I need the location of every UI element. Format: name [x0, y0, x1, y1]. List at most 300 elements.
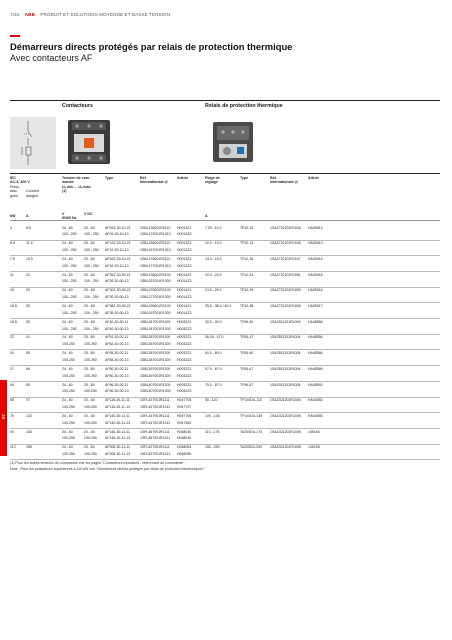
cell-ac: 100...250 [62, 295, 77, 300]
cell-art: H0032Z3 [177, 389, 192, 394]
cell-dc: 20...60 [84, 366, 95, 371]
table-row [10, 381, 440, 398]
cell-type: AF40-30-00-13 [105, 326, 129, 331]
cell-type2: TF42-24 [240, 272, 254, 277]
header-range-line: réglage [205, 180, 218, 185]
thermal-relay-image [205, 116, 260, 168]
cell-dc: 100-250 [84, 420, 97, 425]
cell-ref2: 1SAZ721201R1051 [270, 272, 301, 277]
cell-kw: 4 [10, 225, 12, 230]
cell-art: H0032Z1 [177, 319, 192, 324]
cell-a: 15.5 [26, 256, 33, 261]
cell-ac: 100-250 [62, 436, 75, 441]
cell-range: 150...200 [205, 445, 220, 450]
cell-type: AF140-30-11-11 [105, 413, 130, 418]
unit-kw: kW [10, 214, 16, 218]
cell-ref: 1SBL407001R1300 [140, 389, 171, 394]
cell-ref2: 1SAZ721201R1055 [270, 304, 301, 309]
cell-type2: TF65-60 [240, 351, 254, 356]
cell-art2: HA05914 [308, 256, 323, 261]
cell-type: AF40-30-00-11 [105, 319, 129, 324]
cell-ref: 1SBL236001R2100 [140, 272, 171, 277]
cell-type: AF52-30-00-13 [105, 342, 129, 347]
cell-dc: 100-250 [84, 373, 97, 378]
header-control-line: mande [62, 180, 74, 185]
cell-dc: 100...250 [84, 248, 99, 253]
cell-type2: TF140DU-110 [240, 398, 262, 403]
cell-art2: HA44582 [308, 398, 323, 403]
cell-type: AF205-30-11-13 [105, 452, 131, 457]
cell-a: 66 [26, 366, 30, 371]
cell-a: 55 [26, 351, 30, 356]
header-type2: Type [240, 176, 249, 180]
cell-ref: 1SBL397001R1300 [140, 373, 171, 378]
header-iec-line: AC-3, 400 V [10, 180, 30, 185]
cell-type: AF96-30-00-11 [105, 382, 129, 387]
cell-kw: 11 [10, 272, 14, 277]
cell-range: 36.00...47.0 [205, 335, 224, 340]
cell-ac: 100...250 [62, 263, 77, 268]
cell-a: 29 [26, 288, 30, 293]
cell-type: AF65-30-00-13 [105, 357, 129, 362]
cell-type: AF80-30-00-11 [105, 366, 129, 371]
cell-ac: 24...60 [62, 382, 73, 387]
cell-a: 35 [26, 319, 30, 324]
unit-v-ac [62, 212, 76, 220]
cell-art2: HA05913 [308, 241, 323, 246]
table-row [10, 224, 440, 241]
cell-art2: HA48556 [308, 335, 323, 340]
page-subtitle: Avec contacteurs AF [10, 53, 93, 63]
header-current-line: assigné [26, 193, 39, 198]
cell-dc: 20...60 [84, 319, 95, 324]
header-control-line: Tension de com- [62, 176, 91, 180]
cell-dc: 100-250 [84, 342, 97, 347]
footnote-2: Note : Pour les puissances supérieures à 110 kW voir "Démarreurs directs protégés par relais de protection électroniques". [10, 467, 206, 471]
cell-type: AF16Z-30-10-21 [105, 256, 131, 261]
cell-type: AF80-30-00-13 [105, 373, 129, 378]
table-row [10, 287, 440, 304]
cell-art: H0014Z3 [177, 295, 192, 300]
header-section: PRODUIT ET SOLUTIONS MOYENNE ET BASSE TENSION [40, 12, 171, 17]
cell-art: H0014Z3 [177, 310, 192, 315]
cell-ref: 1SFL527001R1111 [140, 445, 170, 450]
cell-type: AF116-30-11-11 [105, 398, 130, 403]
cell-range: 75.0...87.0 [205, 382, 222, 387]
table-row [10, 412, 440, 429]
cell-type: AF09Z-30-10-21 [105, 225, 131, 230]
cell-dc: 100...250 [84, 263, 99, 268]
cell-dc: 20...60 [84, 241, 95, 246]
table-top-rule [10, 173, 440, 174]
cell-ac: 100-250 [62, 373, 75, 378]
cell-type: AF38-30-00-13 [105, 310, 129, 315]
cell-dc: 100-250 [84, 436, 97, 441]
header-ref-line: Réf. [140, 176, 147, 180]
unit-hz-label: 50/60 Hz [62, 216, 77, 220]
header-ref [140, 176, 168, 185]
unit-a: A [26, 214, 29, 218]
cell-a: 11.5 [26, 241, 33, 246]
cell-range: 30.0...40.0 [205, 319, 222, 324]
cell-dc: 20...60 [84, 256, 95, 261]
cell-kw: 7.5 [10, 256, 15, 261]
table-row [10, 255, 440, 272]
cell-ref2: 1SAZ811201R1006 [270, 366, 301, 371]
header-article: Article [177, 176, 189, 180]
cell-range: 10.0...13.0 [205, 241, 222, 246]
cell-ref: 1SFL467001R1311 [140, 436, 171, 441]
cell-art: H047705 [177, 398, 192, 403]
cell-ac: 24...60 [62, 398, 73, 403]
cell-art2: 146154 [308, 429, 320, 434]
cell-ref2: 1SAZ811201R1005 [270, 351, 301, 356]
cell-range: 20.0...24.0 [205, 272, 222, 277]
cell-kw: 30 [10, 351, 14, 356]
cell-art: H0032Z3 [177, 357, 192, 362]
cell-art: H0013Z3 [177, 248, 192, 253]
cell-art: H048040 [177, 436, 192, 441]
cell-ac: 24...60 [62, 304, 73, 309]
cell-type: AF26-30-00-13 [105, 279, 129, 284]
cell-ref: 1SBL397001R1100 [140, 366, 171, 371]
header-iec-line: gnée [10, 193, 18, 198]
cell-art: H0032Z3 [177, 326, 192, 331]
cell-type: AF12Z-30-10-21 [105, 241, 131, 246]
cell-ac: 100-250 [62, 420, 75, 425]
cell-kw: 55 [10, 398, 14, 403]
cell-ref2: 1SAZ721201R1047 [270, 256, 301, 261]
wiring-diagram [10, 117, 56, 169]
cell-type2: TF140DU-135 [240, 413, 263, 418]
cell-ac: 24...60 [62, 272, 73, 277]
cell-type: AF96-30-00-13 [105, 389, 129, 394]
cell-ref: 1SBL276001R2100 [140, 288, 171, 293]
header-current-line: Courant [26, 189, 39, 194]
cell-kw: 22 [10, 335, 14, 340]
table-row [10, 428, 440, 445]
cell-dc: 20...60 [84, 413, 95, 418]
cell-dc: 20...60 [84, 398, 95, 403]
cell-type: AF26Z-30-00-21 [105, 272, 131, 277]
cell-art: H0013Z3 [177, 232, 192, 237]
cell-ref: 1SBL296001R2100 [140, 304, 171, 309]
cell-range: 57.0...67.0 [205, 366, 222, 371]
cell-type: AF12-30-10-13 [105, 248, 129, 253]
cell-type: AF140-30-11-13 [105, 420, 131, 425]
table-row [10, 350, 440, 367]
cell-art: H0013Z1 [177, 241, 192, 246]
cell-range: 7.00...10.0 [205, 225, 222, 230]
header-line [10, 12, 170, 17]
cell-dc: 100-250 [84, 357, 97, 362]
cell-ac: 100...250 [62, 326, 77, 331]
cell-art2: HA05912 [308, 225, 323, 230]
cell-ref2: 1SAZ421201R1006 [270, 445, 301, 450]
cell-a: 97 [26, 398, 30, 403]
header-iec-line: Puiss. [10, 184, 20, 189]
units-rule [10, 220, 440, 221]
cell-type2: TF96-87 [240, 382, 254, 387]
cell-art: H0032Z1 [177, 382, 192, 387]
cell-art2: HA48592 [308, 382, 323, 387]
cell-ac: 24...60 [62, 256, 73, 261]
section-relays: Relais de protection thermique [205, 103, 283, 109]
cell-type2: TF42-13 [240, 241, 254, 246]
cell-dc: 100...250 [84, 326, 99, 331]
cell-art: H048040 [177, 429, 192, 434]
cell-type: AF146-30-11-13 [105, 436, 131, 441]
cell-ac: 24...60 [62, 225, 73, 230]
cell-type2: TF42-29 [240, 288, 254, 293]
cell-ref: 1SBL156001R2110 [140, 241, 171, 246]
cell-ac: 100...250 [62, 310, 77, 315]
cell-art2: HA05917 [308, 304, 323, 309]
cell-kw: 90 [10, 429, 14, 434]
page-title: Démarreurs directs protégés par relais de protection thermique [10, 41, 293, 52]
table-row [10, 397, 440, 414]
cell-art: H0014Z1 [177, 288, 192, 293]
cell-art: H0014Z1 [177, 304, 192, 309]
header-type: Type [105, 176, 114, 180]
cell-range: 110...175 [205, 429, 220, 434]
cell-kw: 45 [10, 382, 14, 387]
cell-ac: 100...250 [62, 232, 77, 237]
cell-ref: 1SBL347001R1100 [140, 319, 171, 324]
table-row [10, 303, 440, 320]
cell-dc: 20...60 [84, 429, 95, 434]
header-control [62, 176, 92, 194]
table-row [10, 318, 440, 335]
cell-art: H047707 [177, 405, 192, 410]
cell-type2: TA200DU-200 [240, 445, 263, 450]
cell-dc: 20...60 [84, 445, 95, 450]
cell-art2: HA48589 [308, 366, 323, 371]
cell-type: AF116-30-11-13 [105, 405, 130, 410]
cell-range: 100...135 [205, 413, 220, 418]
cell-dc: 20...60 [84, 288, 95, 293]
header-control-line: (1) [62, 189, 67, 194]
cell-ref: 1SBL347001R1300 [140, 326, 171, 331]
cell-range: 35.0...38.0 / 40.0 [205, 304, 232, 309]
table-row [10, 240, 440, 257]
cell-dc: 20...60 [84, 351, 95, 356]
contactor-image [62, 114, 117, 169]
cell-art: H0032Z1 [177, 366, 192, 371]
unit-a2: A [205, 214, 208, 218]
cell-art: H0032Z1 [177, 335, 192, 340]
header-current [26, 185, 39, 198]
cell-type: AF16-30-10-13 [105, 263, 129, 268]
unit-v-ac-label: V [62, 212, 65, 216]
header-control-line: Uₙ min ... Uₙ max. [62, 184, 92, 189]
cell-ref: 1SFL427001R1111 [140, 398, 170, 403]
table-row [10, 334, 440, 351]
section-rule [10, 100, 440, 101]
cell-ref2: 1SAZ421201R1004 [270, 398, 301, 403]
cell-type2: TF42-10 [240, 225, 254, 230]
table-row [10, 365, 440, 382]
cell-kw: 18.5 [10, 319, 17, 324]
cell-dc: 20...60 [84, 382, 95, 387]
cell-ref: 1SFL467001R1111 [140, 429, 170, 434]
header-iec-line: IEC [10, 176, 16, 180]
header-ref2-line: Réf. [270, 176, 277, 180]
cell-ref: 1SBL237001R1300 [140, 279, 171, 284]
cell-ac: 100-250 [62, 452, 75, 457]
cell-a: 35 [26, 304, 30, 309]
cell-kw: 37 [10, 366, 14, 371]
cell-type: AF65-30-00-11 [105, 351, 129, 356]
cell-range: 24.0...29.0 [205, 288, 222, 293]
cell-dc: 100...250 [84, 295, 99, 300]
cell-ac: 24...60 [62, 335, 73, 340]
cell-range: 80...110 [205, 398, 218, 403]
chapter-tab [0, 380, 7, 456]
cell-art2: HA48586 [308, 351, 323, 356]
cell-dc: 20...60 [84, 272, 95, 277]
cell-dc: 100-250 [84, 405, 97, 410]
cell-ref: 1SFL447001R1111 [140, 413, 170, 418]
cell-dc: 20...60 [84, 335, 95, 340]
cell-art: H047706 [177, 413, 192, 418]
section-contactors: Contacteurs [62, 103, 93, 109]
cell-type: AF30Z-30-00-21 [105, 288, 131, 293]
table-row [10, 444, 440, 461]
cell-ac: 24...60 [62, 241, 73, 246]
cell-ref2: 1SAZ721201R1053 [270, 288, 301, 293]
cell-art: H0032Z3 [177, 373, 192, 378]
cell-dc: 20...60 [84, 225, 95, 230]
cell-ref: 1SBL177001R1310 [140, 263, 171, 268]
header-ref2-line: Internationale @ [270, 180, 299, 185]
cell-type: AF09-30-10-13 [105, 232, 129, 237]
cell-ac: 100-250 [62, 405, 75, 410]
cell-ref: 1SBL176001R2110 [140, 256, 171, 261]
cell-ref: 1SBL297001R1300 [140, 310, 171, 315]
cell-ref2: 1SAZ421201R1005 [270, 413, 301, 418]
cell-ac: 24...60 [62, 413, 73, 418]
cell-type: AF30-30-00-13 [105, 295, 129, 300]
cell-type2: TF65-47 [240, 335, 254, 340]
cell-type: AF146-30-11-11 [105, 429, 130, 434]
cell-dc: 100-250 [84, 452, 97, 457]
cell-a: 8.5 [26, 225, 31, 230]
cell-dc: 100-250 [84, 389, 97, 394]
cell-ref: 1SBL367001R1300 [140, 342, 171, 347]
cell-art: H0013Z1 [177, 225, 192, 230]
cell-ac: 100...250 [62, 279, 77, 284]
cell-ref: 1SFL527001R1311 [140, 452, 171, 457]
cell-ac: 100-250 [62, 342, 75, 347]
cell-ac: 100...250 [62, 248, 77, 253]
cell-type2: TF65-40 [240, 319, 254, 324]
cell-type2: TF42-38 [240, 304, 254, 309]
cell-kw: 18.5 [10, 304, 17, 309]
cell-kw: 75 [10, 413, 14, 418]
header-range [205, 176, 220, 185]
cell-art: H047964 [177, 420, 192, 425]
cell-type2: TF42-16 [240, 256, 254, 261]
cell-ref: 1SFL447001R1311 [140, 420, 171, 425]
cell-a: 185 [26, 445, 32, 450]
cell-ref2: 1SAZ811201R1003 [270, 319, 301, 324]
cell-ref: 1SBL367001R1100 [140, 335, 171, 340]
cell-a: 80 [26, 382, 30, 387]
cell-ref: 1SBL136001R2110 [140, 225, 171, 230]
cell-ac: 100-250 [62, 357, 75, 362]
abb-logo: ABB [24, 12, 35, 17]
table-row [10, 271, 440, 288]
cell-art: H0032Z3 [177, 342, 192, 347]
cell-ac: 24...60 [62, 445, 73, 450]
cell-ac: 24...60 [62, 429, 73, 434]
cell-art2: HA05915 [308, 272, 323, 277]
cell-type: AF38Z-30-00-21 [105, 304, 131, 309]
cell-art: H048054 [177, 445, 192, 450]
cell-ref: 1SBL277001R1300 [140, 295, 171, 300]
cell-dc: 20...60 [84, 304, 95, 309]
cell-ref2: 1SAZ721201R1045 [270, 241, 301, 246]
cell-type: AF52-30-00-11 [105, 335, 129, 340]
cell-art: H0013Z3 [177, 263, 192, 268]
cell-art: H0013Z1 [177, 256, 192, 261]
cell-ref2: 1SAZ811201R1004 [270, 335, 301, 340]
cell-a: 132 [26, 413, 32, 418]
cell-ac: 24...60 [62, 319, 73, 324]
cell-art2: HA05916 [308, 288, 323, 293]
unit-v-dc: V DC [84, 212, 93, 216]
cell-art: H0014Z1 [177, 272, 192, 277]
cell-ref: 1SFL427001R1311 [140, 405, 171, 410]
cell-art: H0014Z3 [177, 279, 192, 284]
cell-ref2: 1SAZ721201R1043 [270, 225, 301, 230]
cell-type: AF205-30-11-11 [105, 445, 130, 450]
cell-kw: 5.5 [10, 241, 15, 246]
cell-ac: 24...60 [62, 288, 73, 293]
header-article2: Article [308, 176, 320, 180]
cell-art2: 146155 [308, 445, 320, 450]
cell-a: 22 [26, 272, 30, 277]
cell-a: 41 [26, 335, 30, 340]
cell-ref2: 1SAZ421201R1005 [270, 429, 301, 434]
cell-ac: 100-250 [62, 389, 75, 394]
cell-ref: 1SBL157001R1310 [140, 248, 171, 253]
header-ref2 [270, 176, 298, 185]
cell-kw: 15 [10, 288, 14, 293]
cell-kw: 110 [10, 445, 16, 450]
cell-art: H048055 [177, 452, 192, 457]
footnote-1: (1) Pour les autres tensions de commande voir les pages "Contacteurs tripolaires - références de commande". [10, 461, 186, 465]
cell-dc: 100...250 [84, 279, 99, 284]
cell-ref2: 1SAZ911201R1005 [270, 382, 301, 387]
cell-ac: 24...60 [62, 366, 73, 371]
cell-ref: 1SBL387001R1300 [140, 357, 171, 362]
cell-range: 13.0...16.0 [205, 256, 222, 261]
cell-type2: TA200DU-175 [240, 429, 263, 434]
cell-ref: 1SBL407001R1100 [140, 382, 171, 387]
cell-ac: 24...60 [62, 351, 73, 356]
header-range-line: Plage de [205, 176, 220, 180]
cell-a: 160 [26, 429, 32, 434]
cell-art2: HA48555 [308, 319, 323, 324]
cell-ref: 1SBL137001R1310 [140, 232, 171, 237]
cell-dc: 100...250 [84, 232, 99, 237]
title-accent-bar [10, 35, 20, 37]
cell-type2: TF65-67 [240, 366, 254, 371]
header-ref-line: Internationale @ [140, 180, 169, 185]
cell-dc: 100...250 [84, 310, 99, 315]
